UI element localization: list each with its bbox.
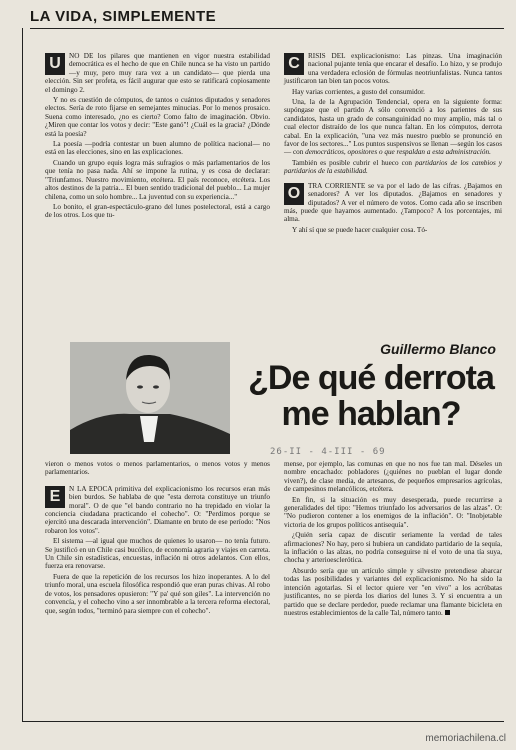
paragraph: Y ahí sí que se puede hacer cualquier cosa. Tó- [292,225,428,234]
title-line-1: ¿De qué derrota [248,359,494,397]
drop-cap: U [45,53,65,75]
drop-cap: E [45,486,65,508]
paragraph: ¿Quién sería capaz de discutir seriamente la verdad de tales afirmaciones? No hay, pero si hubiera un candidato partidario de la sequía, la inflación o las alzas, no podría conseguirse ni el voto de una tía suya, chocha y arterioesclerótica. [284,531,502,565]
paragraph: Hay varias corrientes, a gusto del consumidor. [292,87,425,96]
paragraph: Lo bonito, el gran-espectáculo-grano del lunes postelectoral, está a cargo de los otros. Los que tu- [45,202,270,220]
left-margin-rule [22,28,23,722]
header-rule [30,28,504,29]
paragraph: C RISIS DEL explicacionismo: Las pinzas. Una imaginación nacional pujante tenía que encarar el desafío. Lo hizo, y se produjo una verdadera eclosión de fórmulas neotriunfalistas. Nunca tantos justificaron tan bien tan pocos votos. [284,52,502,86]
end-mark-icon [445,610,450,615]
paragraph: mense, por ejemplo, las comunas en que no nos fue tan mal. Déseles un nombre encachado: pobladores (¿quiénes no pueblan el lugar donde viven?), de clase media, de artesanos, de pequeños empresarios agrícolas, de campesinos melancólicos, etcétera. [284,460,502,494]
paragraph: Cuando un grupo equis logra más sufragios o más parlamentarios de los que tenía no pasa nada. Ahí se impone la rutina, y es cosa de declarar: "Triunfamos. Nuestro movimiento, etcétera. El país reconoce, etcétera. Los altos destinos de la patria... El buen sentido tradicional del pueblo... La mujer chilena, como un solo hombre... La juventud con su experiencia..." [45,158,270,201]
author-name: Guillermo Blanco [380,341,496,357]
portrait-illustration [70,342,230,454]
paragraph: Fuera de que la repetición de los recursos los hizo inoperantes. A lo del triunfo moral, una escuela filosófica respondió que eran puras chivas. Al robo de votos, los pensadores opusieron: "Y pa' qué son giles". La intervención no convencía, y el cohecho vino a ser innombrable a la tercera reforma electoral, que, según todos, "terminó para siempre con el cohecho". [45,572,270,615]
footer-rule [22,721,504,722]
column-bottom-right [284,460,502,619]
paragraph: En fin, si la situación es muy desesperada, puede recurrirse a generalidades del tipo: "Hemos triunfado los adversarios de las alzas". O: "No pudieron contener a los enemigos de la inflación". O: "Inobjetable victoria de los grupos políticos antisequía". [284,495,502,529]
paragraph: El sistema —al igual que muchos de quienes lo usaron— no tenía futuro. Se justificó en un Chile casi bucólico, de economía agraria y viajes en carreta. Un Chile sin estadísticas, encuestas, inflación ni otros adelantos. Con ellos, fuerza era renovarse. [45,537,270,571]
date-stamp: 26-II - 4-III - 69 [270,447,386,457]
drop-cap: O [284,183,304,205]
drop-cap: C [284,53,304,75]
paragraph: vieron o menos votos o menos parlamentarios, o menos votos y menos parlamentarios. [45,460,270,477]
column-top-left [45,52,270,222]
author-photo [70,342,230,454]
paragraph: Una, la de la Agrupación Tendencial, opera en la siguiente forma: supóngase que el partido A sólo convenció a los parientes de sus candidatos, hasta un grado de consanguinidad no muy amplio, más tal o cual elector distraído de los que nunca faltan. En los cómputos, derrota cabal. En la explicación, "una vez más nuestro pueblo se pronunció en favor de los sectores..." Los puntos suspensivos se llenan —según los casos— con democráticos, opositores o que respaldan a esta administración. [284,98,502,157]
paragraph: La poesía —podría contestar un buen alumno de política nacional— no está en las elecciones, sino en las explicaciones. [45,140,270,157]
paragraph: U NO DE los pilares que mantienen en vigor nuestra estabilidad democrática es el hecho de que en Chile nunca se ha visto un partido —y muy, pero muy rara vez a un candidato— que pierda una elección. Sin ser profeta, es fácil augurar que esto se ratificará copiosamente el domingo 2. [45,52,270,94]
paragraph: E N LA EPOCA primitiva del explicacionismo los recursos eran más bien burdos. Se hablaba de que "esta derrota constituye un triunfo moral". O de que "el bando contrario no ha trepidado en violar la conciencia ciudadana practicando el cohecho". O: "Perdimos porque se ejercitó una descarada intervención". Diamante en bruto de ese período: "Nos robaron los votos". [45,484,270,535]
article-title [236,360,506,432]
column-bottom-left [45,460,270,617]
paragraph: O TRA CORRIENTE se va por el lado de las cifras. ¿Bajamos en senadores? A ver los diputados. ¿Bajamos en senadores y diputados? A ver el número de votos. Como cada año se inscriben más, puede que hayamos aumentado. ¿Tampoco? A los porcentajes, mi alma. [284,181,502,224]
section-header: LA VIDA, SIMPLEMENTE [30,8,217,25]
paragraph: También es posible cubrir el hueco con partidarios de los cambios y partidarios de la estabilidad. [284,158,502,176]
source-watermark: memoriachilena.cl [425,733,506,744]
paragraph: Y no es cuestión de cómputos, de tantos o cuántos diputados y senadores electos. Sería de roto fijarse en semejantes minucias. Por lo menos prosaico. Suena como interesado, ¿no es cierto? Como falto de imaginación. Obvio. ¿Miren que contar los votos y decir: "Este ganó"! ¿Cuál es la gracia? ¿Dónde está la poesía? [45,96,270,138]
title-line-2: me hablan? [281,395,461,433]
column-top-right [284,52,502,236]
paragraph: Absurdo sería que un artículo simple y silvestre pretendiese abarcar todas las posibilidades y variantes del explicacionismo. No ha sido la intención agotarlas. Si el lector quiere ver "en vivo" a los acróbatas justificantes, no se pierda los diarios del lunes 3. Y si encuentra a un partido que se declare perdedor, puede reclamar una flamante bicicleta en nuestros establecimientos de la calle Tal, número tanto. [284,566,502,617]
